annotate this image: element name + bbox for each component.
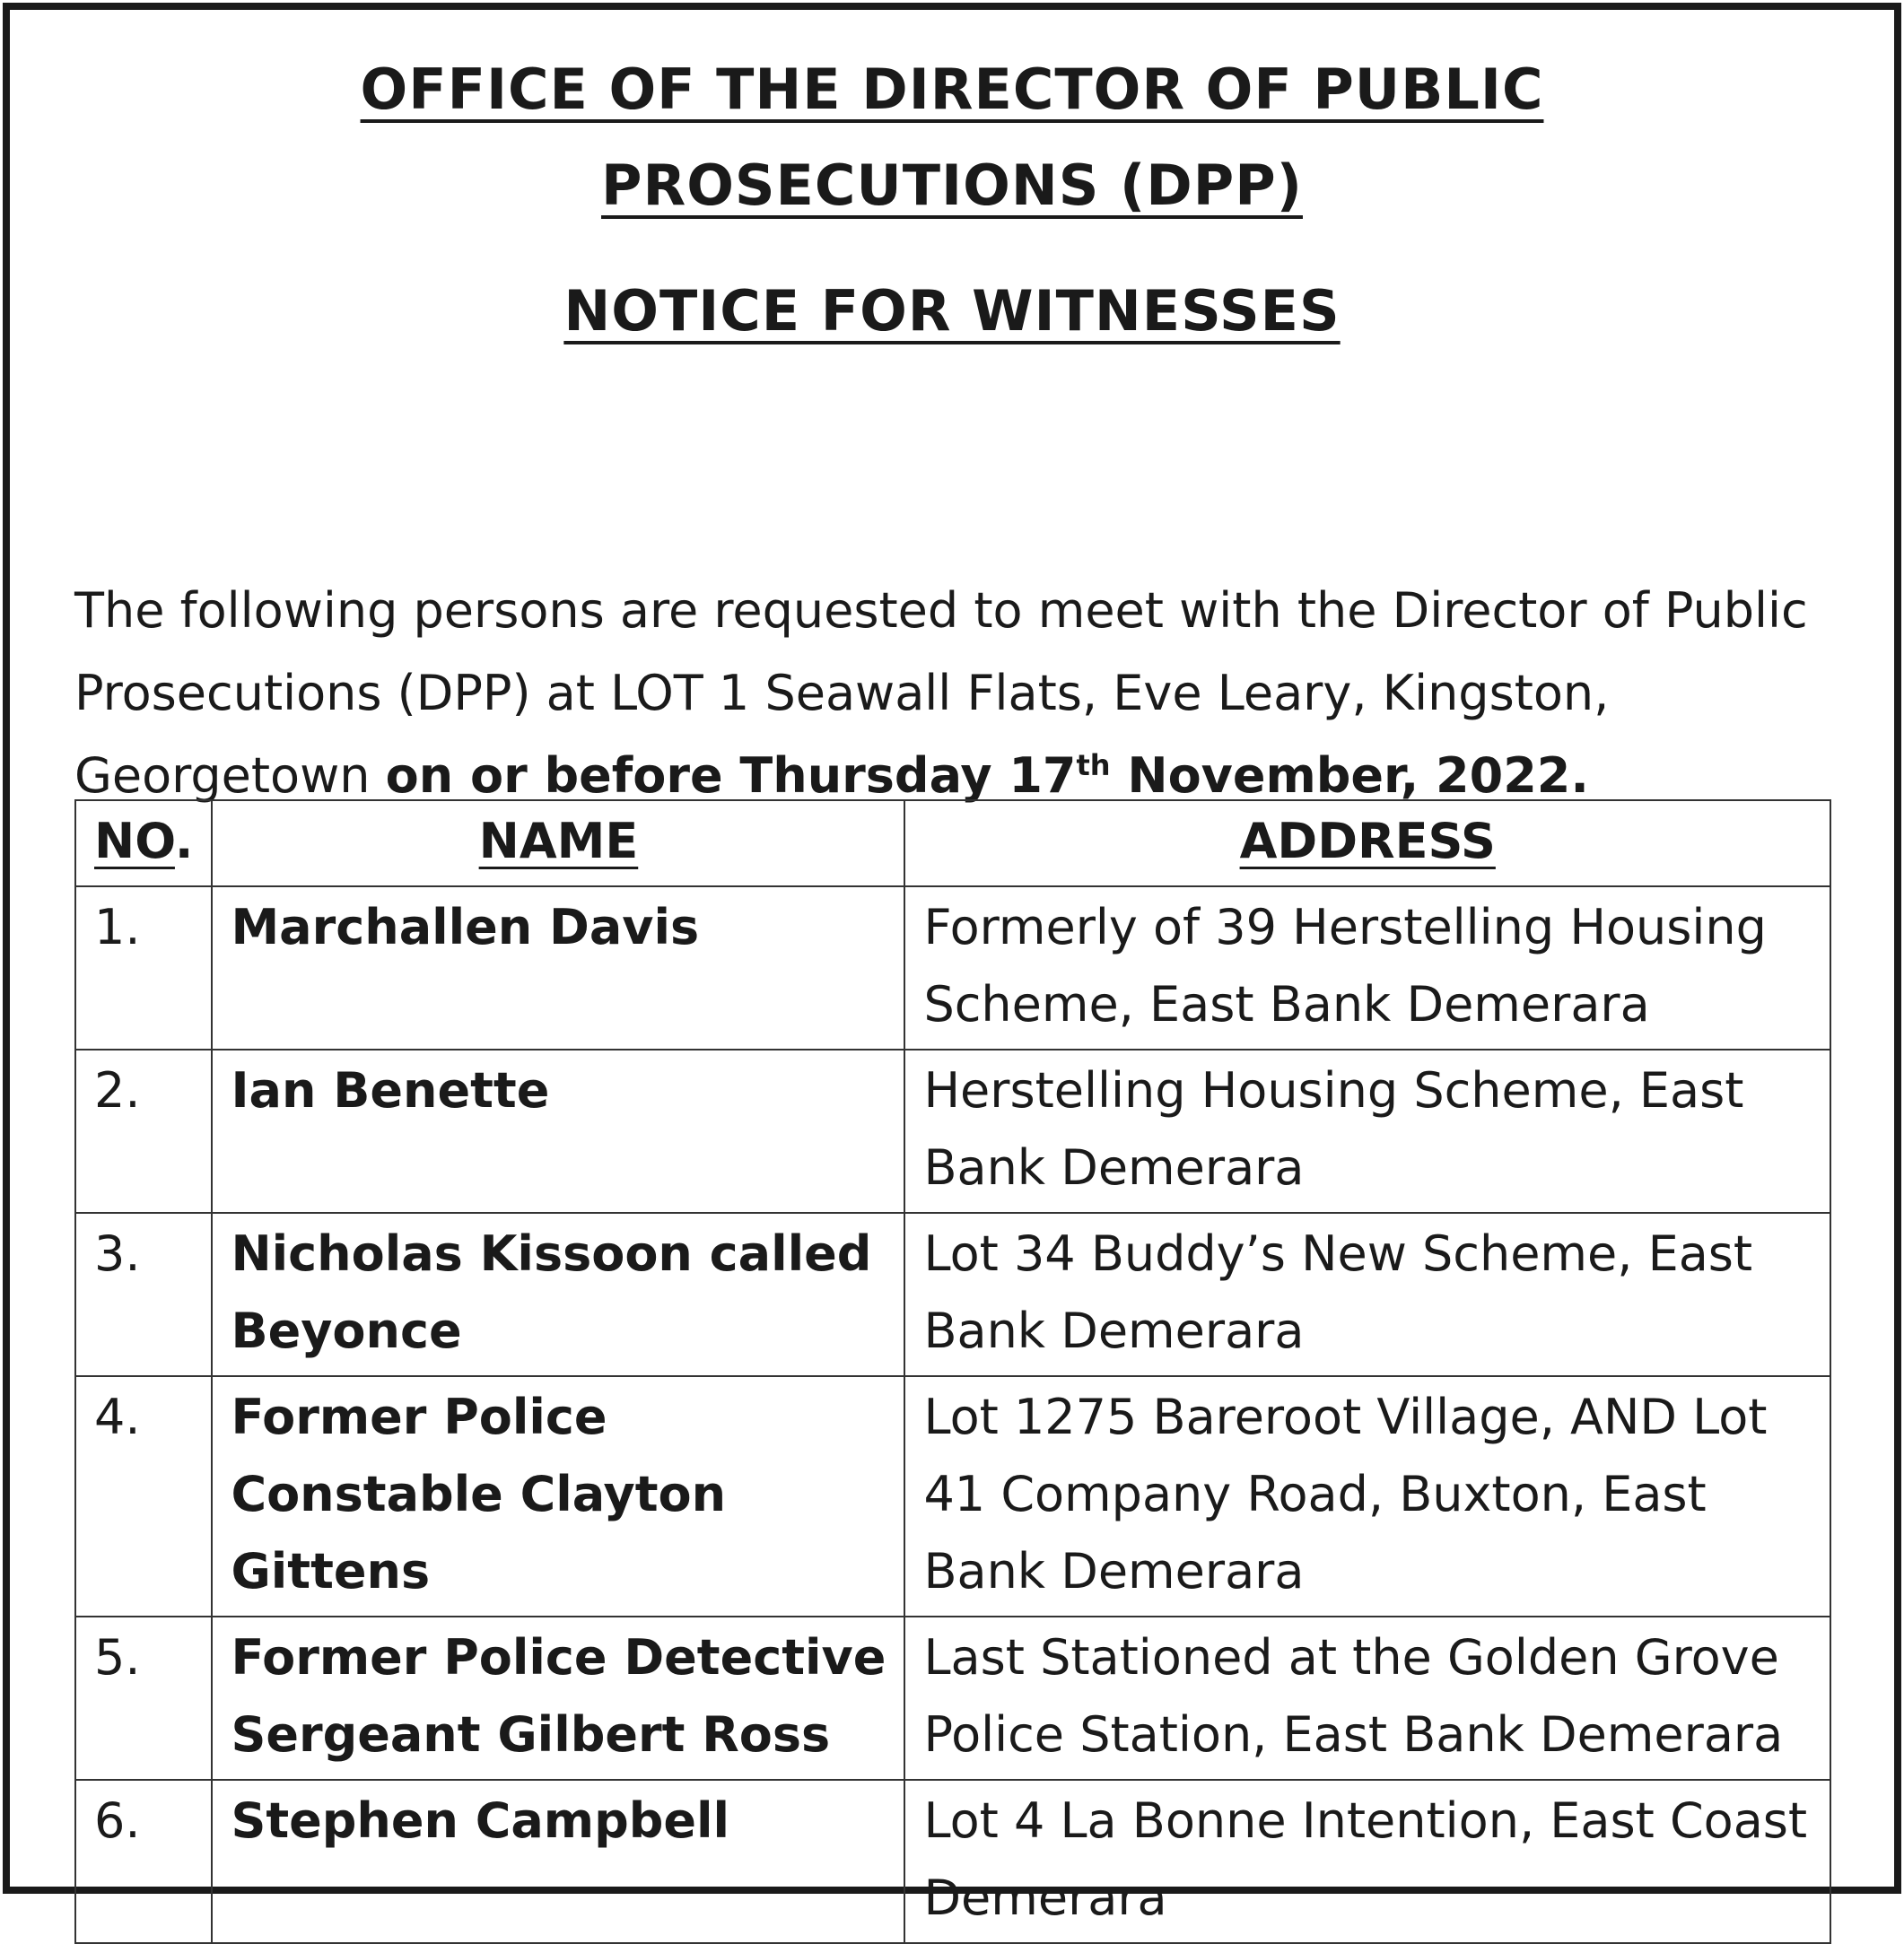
witness-name: Former Police Constable Clayton Gittens <box>212 1376 904 1617</box>
row-number: 6. <box>75 1780 212 1943</box>
row-number: 3. <box>75 1213 212 1376</box>
witness-name: Stephen Campbell <box>212 1780 904 1943</box>
table-row <box>75 1617 1830 1780</box>
row-number: 2. <box>75 1050 212 1213</box>
table-header-row <box>75 800 1830 886</box>
header-no: NO. <box>75 800 212 886</box>
row-number: 5. <box>75 1617 212 1780</box>
table-row <box>75 1050 1830 1213</box>
witness-address: Last Stationed at the Golden Grove Police Station, East Bank Demerara <box>904 1617 1830 1780</box>
intro-text: The following persons are requested to meet with the Director of Public Prosecutions (DPP) at LOT 1 Seawall Flats, Eve Leary, Kingston, Georgetown <box>74 582 1808 804</box>
witness-address: Herstelling Housing Scheme, East Bank Demerara <box>904 1050 1830 1213</box>
intro-paragraph <box>74 570 1860 817</box>
notice-heading: NOTICE FOR WITNESSES <box>563 278 1341 344</box>
row-number: 1. <box>75 886 212 1050</box>
witness-name: Marchallen Davis <box>212 886 904 1050</box>
table-row <box>75 886 1830 1050</box>
witness-address: Lot 1275 Bareroot Village, AND Lot 41 Company Road, Buxton, East Bank Demerara <box>904 1376 1830 1617</box>
header-name: NAME <box>212 800 904 886</box>
witness-address: Formerly of 39 Herstelling Housing Scheme, East Bank Demerara <box>904 886 1830 1050</box>
row-number: 4. <box>75 1376 212 1617</box>
witness-name: Ian Benette <box>212 1050 904 1213</box>
intro-deadline: on or before Thursday 17th November, 2022. <box>385 747 1589 804</box>
header-address: ADDRESS <box>904 800 1830 886</box>
witness-name: Former Police Detective Sergeant Gilbert Ross <box>212 1617 904 1780</box>
witness-name: Nicholas Kissoon called Beyonce <box>212 1213 904 1376</box>
witness-table <box>74 799 1831 1944</box>
title-line-1: OFFICE OF THE DIRECTOR OF PUBLIC <box>360 57 1544 122</box>
notice-frame <box>3 3 1901 1926</box>
witness-address: Lot 34 Buddy’s New Scheme, East Bank Demerara <box>904 1213 1830 1376</box>
table-row <box>75 1213 1830 1376</box>
table-row <box>75 1780 1830 1943</box>
witness-address: Lot 4 La Bonne Intention, East Coast Demerara <box>904 1780 1830 1943</box>
table-row <box>75 1376 1830 1617</box>
title-line-2: PROSECUTIONS (DPP) <box>601 153 1303 218</box>
